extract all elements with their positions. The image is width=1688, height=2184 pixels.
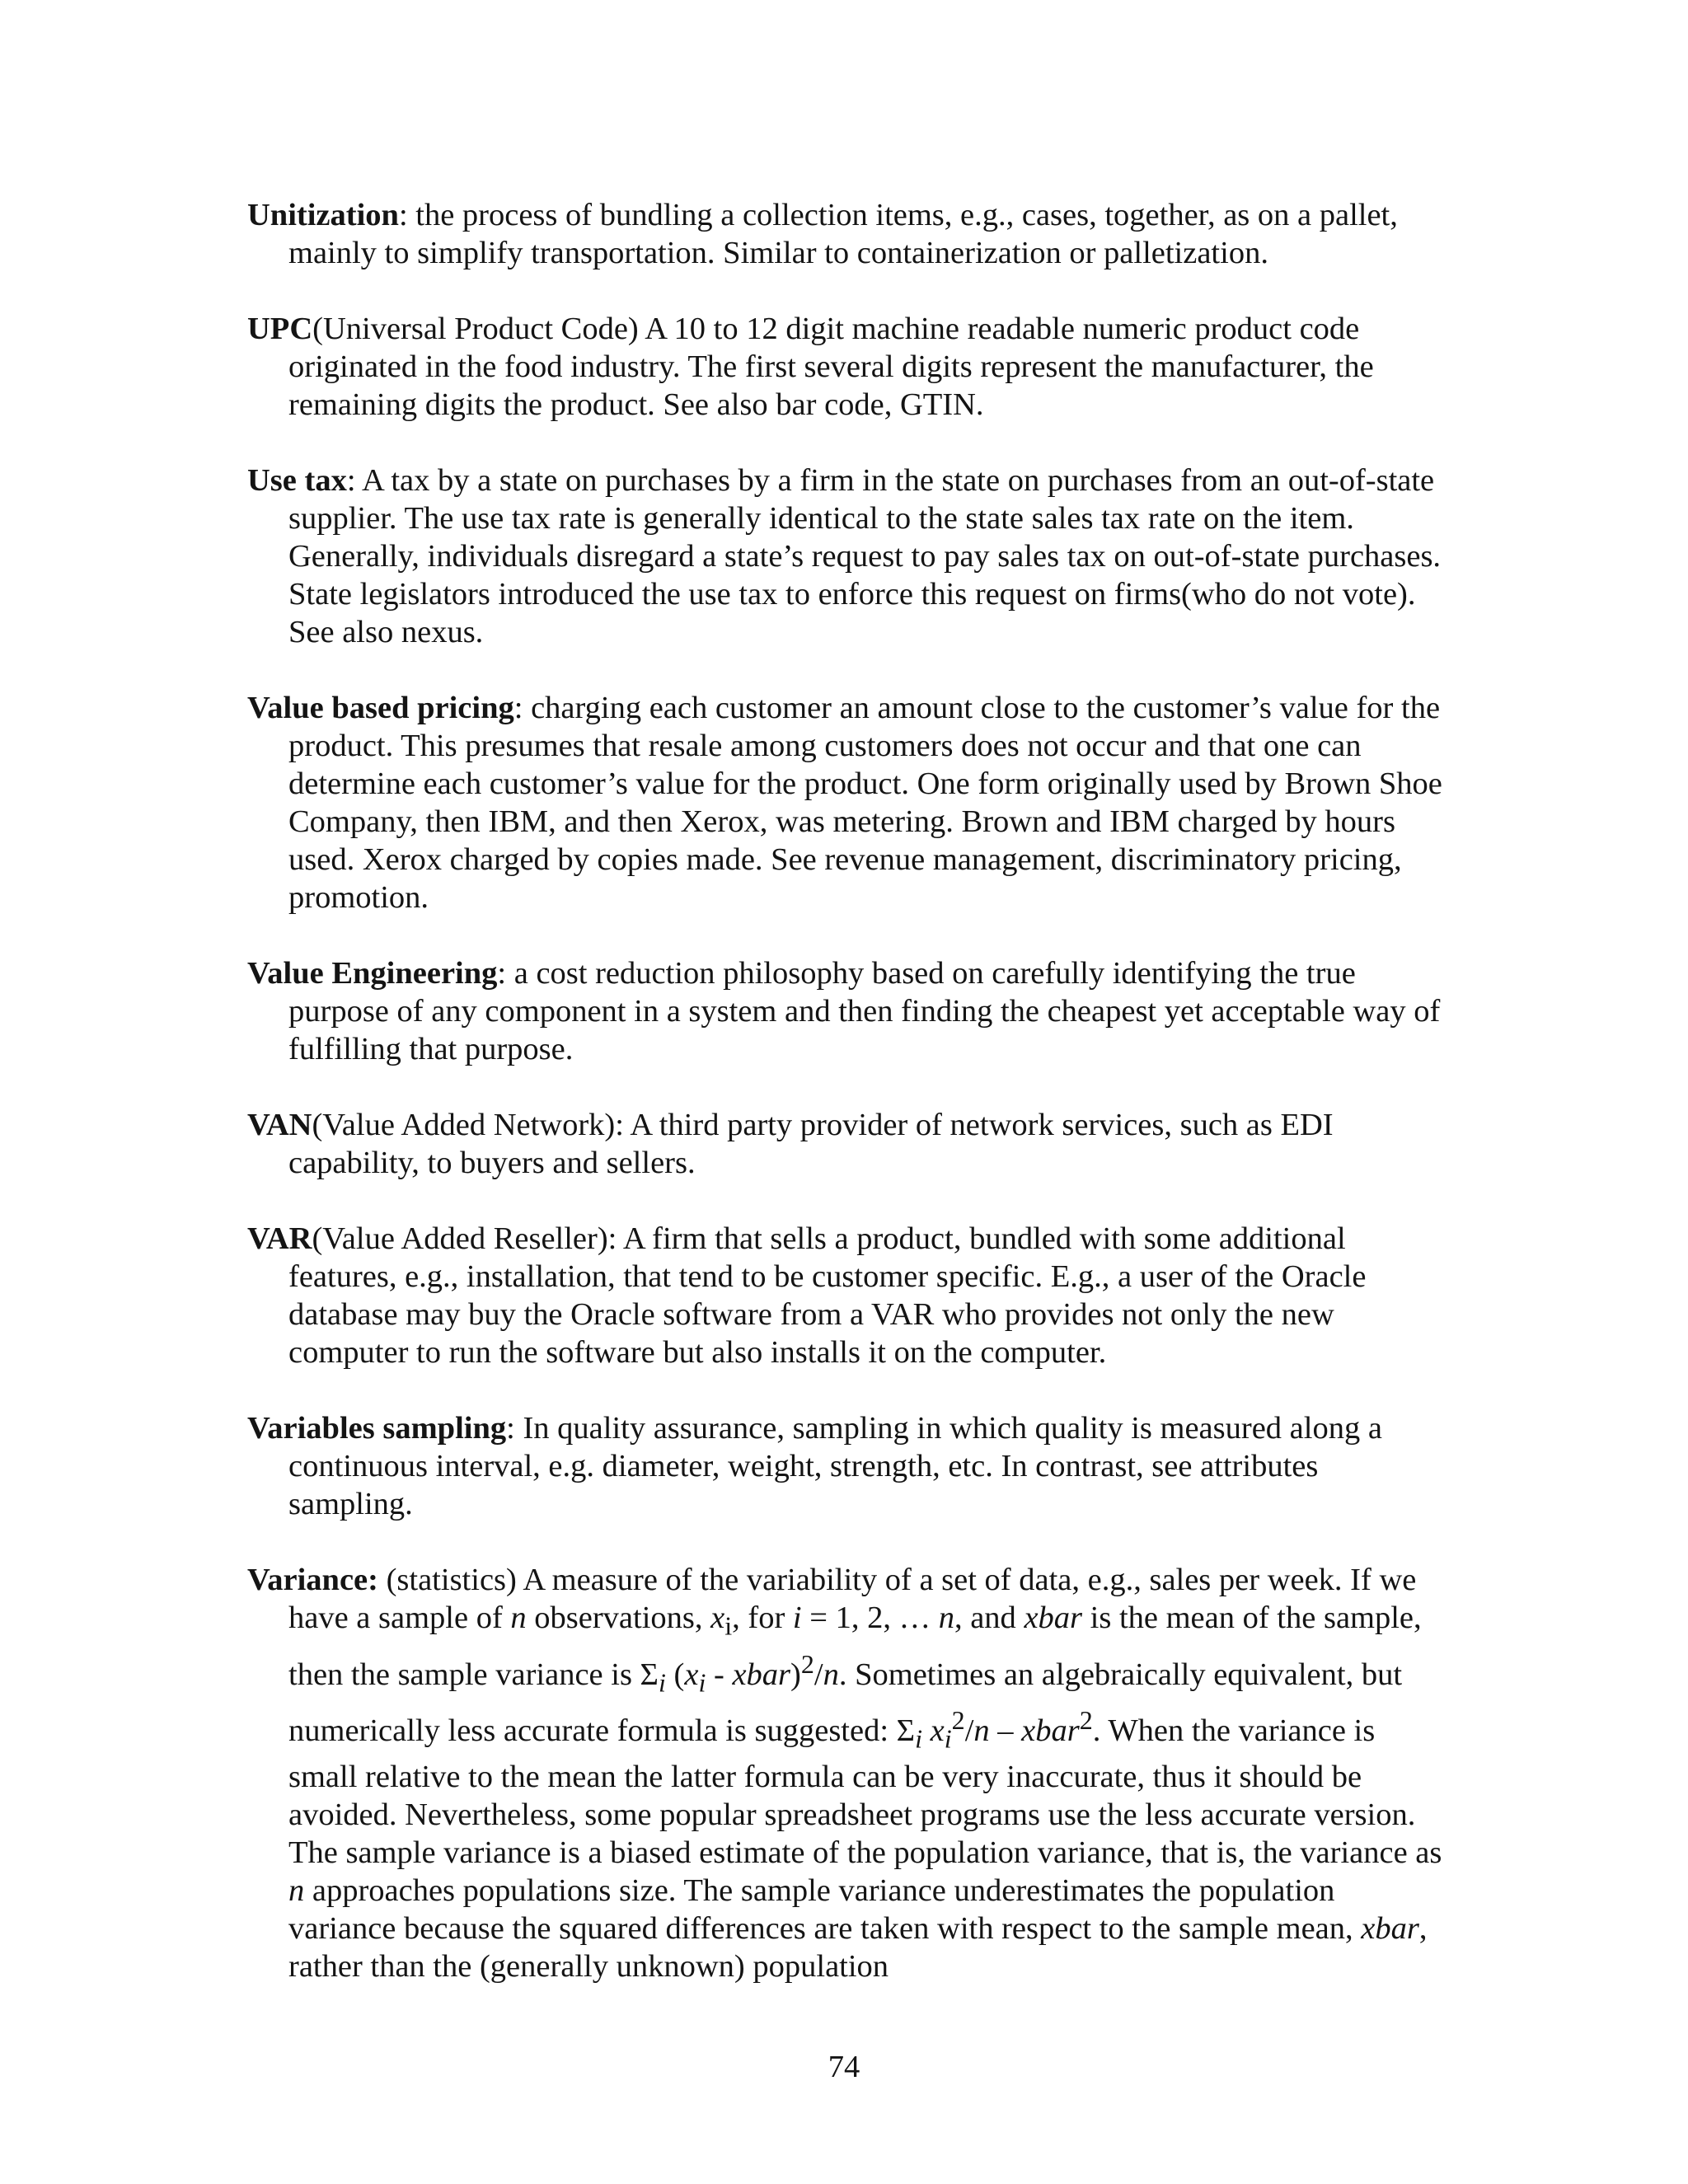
entry-definition: : charging each customer an amount close to the customer’s value for the product. This presumes that resale among customers does not occur and that one can determine each customer’s value for the product. One form originally used by Brown Shoe Company, then IBM, and then Xerox, was metering. Brown and IBM charged by hours used. Xerox charged by copies made. See revenue management, discriminatory pricing, promotion. — [288, 691, 1442, 915]
math-n: n — [973, 1713, 990, 1749]
entry-use-tax — [247, 462, 1442, 651]
entry-var — [247, 1220, 1442, 1371]
math-i: i — [792, 1601, 802, 1635]
text-run: – — [989, 1713, 1022, 1749]
entry-variables-sampling — [247, 1409, 1442, 1523]
entry-variance — [247, 1561, 1442, 1985]
math-superscript: 2 — [800, 1648, 814, 1679]
math-xbar: xbar — [1361, 1910, 1419, 1946]
text-run: , and — [954, 1601, 1025, 1635]
text-run — [922, 1713, 931, 1748]
text-run: , rather than the (generally unknown) population — [288, 1910, 1428, 1984]
text-run: , for — [732, 1601, 793, 1635]
math-subscript: i — [724, 1610, 733, 1641]
entry-unitization — [247, 196, 1442, 272]
entry-definition: (Value Added Reseller): A firm that sells a product, bundled with some additional features, e.g., installation, that tend to be customer specific. E.g., a user of the Oracle database may buy the Oracle software from a VAR who provides not only the new computer to run the software but also installs it on the computer. — [288, 1221, 1367, 1370]
entry-definition: (Value Added Network): A third party provider of network services, such as EDI capability, to buyers and sellers. — [288, 1108, 1334, 1180]
entry-definition: (Universal Product Code) A 10 to 12 digit machine readable numeric product code originated in the food industry. The first several digits represent the manufacturer, the remaining digits the product. See also bar code, GTIN. — [288, 312, 1374, 422]
math-x: x — [930, 1713, 945, 1749]
text-run: is the mean of the sample, then the sample variance is Σ — [288, 1601, 1422, 1692]
entry-definition: : a cost reduction philosophy based on carefully identifying the true purpose of any component in a system and then finding the cheapest yet acceptable way of fulfilling that purpose. — [288, 956, 1441, 1066]
entry-definition: : A tax by a state on purchases by a firm in the state on purchases from an out-of-state supplier. The use tax rate is generally identical to the state sales tax rate on the item. Generally, individuals disregard a state’s request to pay sales tax on out-of-state purchases. State legislators introduced the use tax to enforce this request on firms(who do not vote). See also nexus. — [288, 463, 1442, 649]
text-run: / — [964, 1713, 974, 1749]
entry-value-based-pricing — [247, 689, 1442, 916]
entry-term: Use tax — [247, 463, 347, 498]
math-n: n — [510, 1601, 527, 1635]
entry-term: VAN — [247, 1108, 312, 1142]
entry-term: Value based pricing — [247, 691, 514, 725]
page-number: 74 — [828, 2050, 860, 2084]
math-subscript: i — [915, 1723, 922, 1754]
text-run: . When the variance is small relative to the mean the latter formula can be very inaccurate, thus it should be avoided. Nevertheless, some popular spreadsheet programs use the less accurate version. The sample variance is a biased estimate of the population variance, that is, the variance as — [288, 1713, 1442, 1870]
text-run: observations, — [526, 1601, 711, 1635]
math-superscript: 2 — [1079, 1705, 1093, 1736]
math-n: n — [823, 1657, 839, 1692]
text-run: - — [706, 1657, 733, 1692]
entry-term: Variables sampling — [247, 1411, 507, 1446]
entry-van — [247, 1106, 1442, 1182]
entry-term: VAR — [247, 1221, 312, 1256]
text-run: ) — [790, 1657, 801, 1692]
entry-term: Unitization — [247, 198, 399, 232]
text-run: (statistics) A measure of the variability of a set of data, e.g., sales per week. If we have a sample of — [288, 1563, 1417, 1635]
entry-term: UPC — [247, 312, 313, 346]
entry-upc — [247, 310, 1442, 424]
glossary-page — [247, 196, 1442, 2023]
text-run: / — [814, 1657, 823, 1692]
math-xbar: xbar — [732, 1657, 791, 1692]
math-subscript: i — [658, 1667, 666, 1698]
entry-term: Variance: — [247, 1563, 378, 1597]
text-run: approaches populations size. The sample variance underestimates the population variance because the squared differences are taken with respect to the sample mean, — [288, 1872, 1362, 1946]
math-n: n — [938, 1601, 954, 1635]
math-xbar: xbar — [1021, 1713, 1080, 1749]
math-xbar: xbar — [1024, 1601, 1083, 1635]
math-subscript: i — [944, 1723, 952, 1754]
entry-term: Value Engineering — [247, 956, 498, 991]
entry-definition: : In quality assurance, sampling in which quality is measured along a continuous interval, e.g. diameter, weight, strength, etc. In contrast, see attributes sampling. — [288, 1411, 1382, 1521]
math-x: x — [684, 1657, 699, 1692]
text-run: . Sometimes an algebraically equivalent, but numerically less accurate formula is suggested: Σ — [288, 1657, 1403, 1749]
entry-value-engineering — [247, 954, 1442, 1068]
math-subscript: i — [698, 1667, 706, 1698]
math-x: x — [710, 1601, 725, 1635]
text-run: ( — [665, 1657, 685, 1692]
math-n: n — [288, 1872, 305, 1908]
math-superscript: 2 — [951, 1705, 965, 1736]
text-run: = 1, 2, … — [801, 1601, 939, 1635]
entry-definition: : the process of bundling a collection items, e.g., cases, together, as on a pallet, mainly to simplify transportation. Similar to containerization or palletization. — [288, 198, 1398, 270]
